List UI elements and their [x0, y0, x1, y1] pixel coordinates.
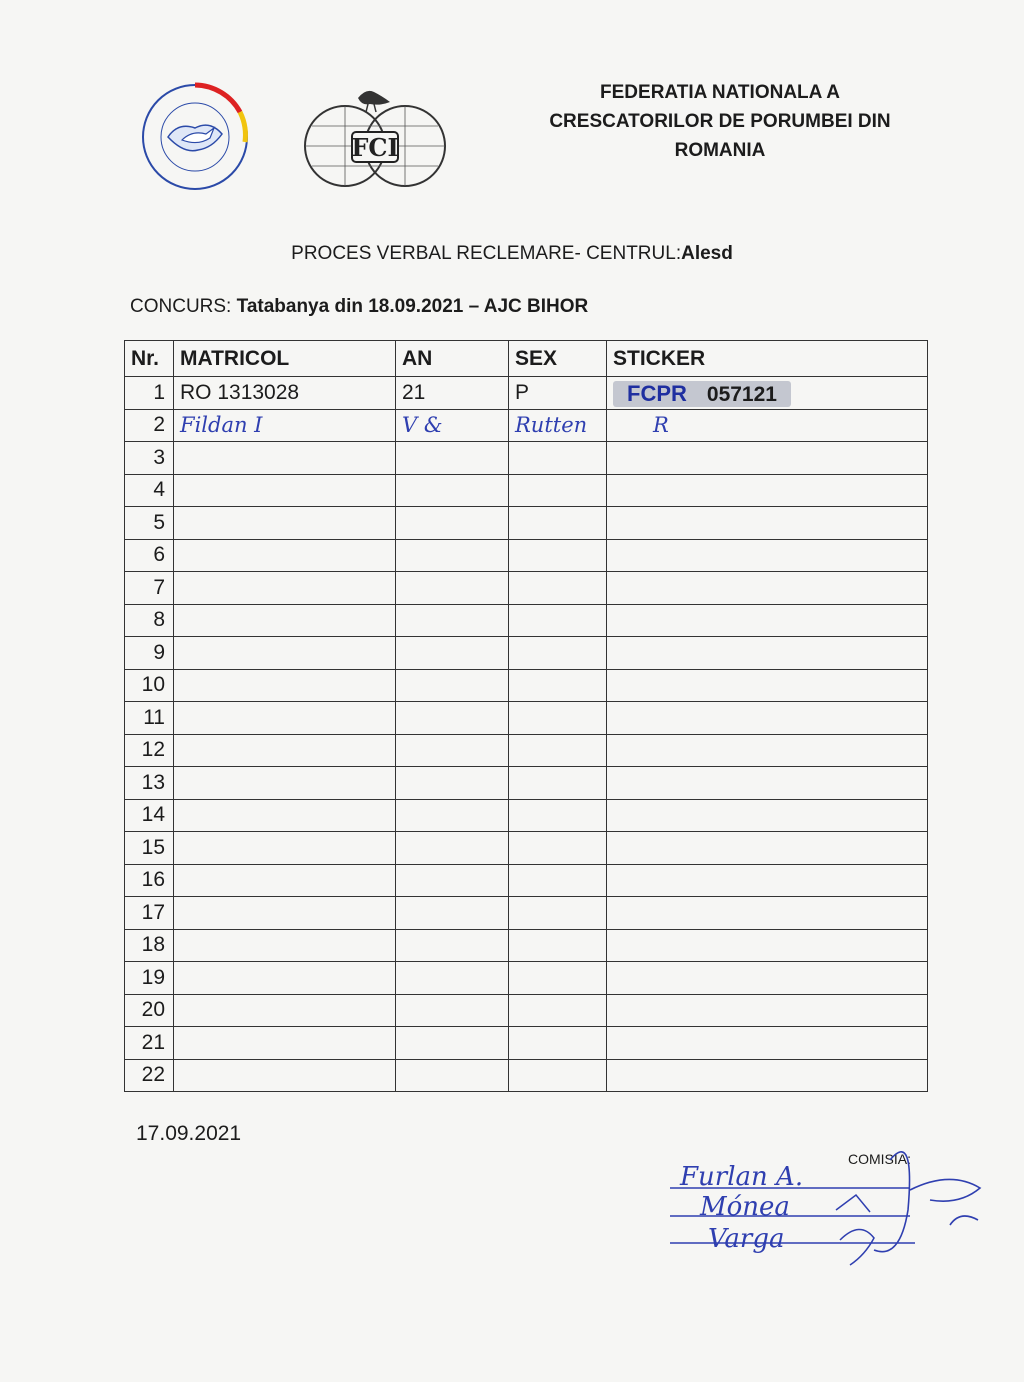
title-prefix: PROCES VERBAL RECLEMARE- CENTRUL:	[291, 243, 682, 264]
row-number: 5	[125, 507, 174, 540]
concurs-line	[130, 296, 588, 318]
sex-cell	[509, 1059, 607, 1092]
an-cell	[396, 474, 509, 507]
sex-cell	[509, 1027, 607, 1060]
sex-cell	[509, 507, 607, 540]
matricol-cell	[174, 864, 396, 897]
an-cell	[396, 1059, 509, 1092]
sticker-prefix: FCPR	[627, 380, 687, 406]
sticker-cell	[607, 929, 928, 962]
sticker-cell	[607, 637, 928, 670]
sticker-cell	[607, 604, 928, 637]
sticker-cell	[607, 474, 928, 507]
an-cell: 21	[396, 377, 509, 410]
table-row	[125, 409, 928, 442]
header-sticker: STICKER	[607, 341, 928, 377]
row-number: 12	[125, 734, 174, 767]
table-row	[125, 734, 928, 767]
document-date: 17.09.2021	[136, 1122, 242, 1145]
table-row	[125, 507, 928, 540]
table-row	[125, 442, 928, 475]
handwritten-sex: Rutten	[509, 409, 607, 442]
comisia-label: COMISIA:	[848, 1151, 912, 1167]
table-row	[125, 669, 928, 702]
sex-cell	[509, 929, 607, 962]
sticker-cell	[607, 1027, 928, 1060]
signature-name: Mónea	[700, 1192, 790, 1222]
sex-cell	[509, 604, 607, 637]
header-an: AN	[396, 341, 509, 377]
commission-signatures	[660, 1150, 1000, 1280]
table-row	[125, 702, 928, 735]
row-number: 15	[125, 832, 174, 865]
table-row	[125, 572, 928, 605]
handwritten-matricol: Fildan I	[174, 409, 396, 442]
pigeon-register-table	[124, 340, 928, 1092]
matricol-cell	[174, 507, 396, 540]
table-row	[125, 799, 928, 832]
row-number: 10	[125, 669, 174, 702]
an-cell	[396, 669, 509, 702]
table-row	[125, 767, 928, 800]
an-cell	[396, 799, 509, 832]
row-number: 1	[125, 377, 174, 410]
an-cell	[396, 702, 509, 735]
sex-cell	[509, 962, 607, 995]
sex-cell	[509, 832, 607, 865]
sticker-cell	[607, 702, 928, 735]
sticker-cell	[607, 669, 928, 702]
federation-line-2: CRESCATORILOR DE PORUMBEI DIN	[549, 111, 891, 132]
matricol-cell	[174, 832, 396, 865]
row-number: 20	[125, 994, 174, 1027]
table-row	[125, 539, 928, 572]
matricol-cell	[174, 1027, 396, 1060]
sticker-cell	[607, 864, 928, 897]
sex-cell	[509, 864, 607, 897]
matricol-cell	[174, 604, 396, 637]
matricol-cell	[174, 637, 396, 670]
sex-cell	[509, 637, 607, 670]
an-cell	[396, 1027, 509, 1060]
sex-cell: P	[509, 377, 607, 410]
table-row	[125, 897, 928, 930]
table-row	[125, 864, 928, 897]
an-cell	[396, 637, 509, 670]
row-number: 17	[125, 897, 174, 930]
sex-cell	[509, 994, 607, 1027]
sex-cell	[509, 669, 607, 702]
an-cell	[396, 734, 509, 767]
matricol-cell	[174, 702, 396, 735]
signature-name: Furlan A.	[680, 1162, 804, 1192]
signature-scribbles	[660, 1150, 1000, 1280]
an-cell	[396, 767, 509, 800]
an-cell	[396, 507, 509, 540]
federation-title	[530, 78, 910, 165]
table-row	[125, 962, 928, 995]
table-row	[125, 994, 928, 1027]
centre-name: Alesd	[681, 243, 733, 264]
matricol-cell	[174, 994, 396, 1027]
an-cell	[396, 442, 509, 475]
federation-logo	[140, 82, 250, 192]
signature-name: Varga	[708, 1224, 785, 1254]
sticker-cell	[607, 832, 928, 865]
row-number: 16	[125, 864, 174, 897]
sex-cell	[509, 734, 607, 767]
sex-cell	[509, 442, 607, 475]
row-number: 4	[125, 474, 174, 507]
fci-logo	[300, 84, 450, 194]
matricol-cell	[174, 734, 396, 767]
row-number: 2	[125, 409, 174, 442]
matricol-cell	[174, 929, 396, 962]
table-row	[125, 604, 928, 637]
an-cell	[396, 897, 509, 930]
matricol-cell	[174, 767, 396, 800]
sticker-cell	[607, 1059, 928, 1092]
concurs-value: Tatabanya din 18.09.2021 – AJC BIHOR	[236, 296, 589, 317]
an-cell	[396, 962, 509, 995]
row-number: 3	[125, 442, 174, 475]
row-number: 8	[125, 604, 174, 637]
header-nr: Nr.	[125, 341, 174, 377]
fci-logo-text: FCI	[351, 133, 399, 162]
matricol-cell	[174, 962, 396, 995]
document-title	[0, 243, 1024, 265]
sex-cell	[509, 572, 607, 605]
matricol-cell	[174, 1059, 396, 1092]
sex-cell	[509, 474, 607, 507]
row-number: 22	[125, 1059, 174, 1092]
an-cell	[396, 864, 509, 897]
matricol-cell	[174, 572, 396, 605]
row-number: 9	[125, 637, 174, 670]
sticker-cell	[607, 442, 928, 475]
sex-cell	[509, 799, 607, 832]
table-row	[125, 1027, 928, 1060]
an-cell	[396, 539, 509, 572]
sticker-cell	[607, 994, 928, 1027]
sex-cell	[509, 897, 607, 930]
an-cell	[396, 604, 509, 637]
federation-line-3: ROMANIA	[674, 140, 766, 161]
matricol-cell	[174, 669, 396, 702]
sticker-cell	[607, 734, 928, 767]
table-row	[125, 929, 928, 962]
sex-cell	[509, 539, 607, 572]
sex-cell	[509, 702, 607, 735]
sticker-cell	[607, 572, 928, 605]
row-number: 19	[125, 962, 174, 995]
header-matricol: MATRICOL	[174, 341, 396, 377]
sticker-cell	[607, 962, 928, 995]
sticker-number: 057121	[706, 382, 777, 406]
an-cell	[396, 832, 509, 865]
row-number: 11	[125, 702, 174, 735]
row-number: 18	[125, 929, 174, 962]
handwritten-an: V &	[396, 409, 509, 442]
an-cell	[396, 994, 509, 1027]
sex-cell	[509, 767, 607, 800]
sticker-label	[613, 381, 791, 407]
table-row	[125, 377, 928, 410]
matricol-cell	[174, 442, 396, 475]
matricol-cell	[174, 897, 396, 930]
row-number: 21	[125, 1027, 174, 1060]
sticker-cell	[607, 767, 928, 800]
sticker-cell	[607, 897, 928, 930]
sticker-cell	[607, 377, 928, 410]
row-number: 13	[125, 767, 174, 800]
an-cell	[396, 929, 509, 962]
concurs-label: CONCURS:	[130, 296, 237, 317]
table-header-row	[125, 341, 928, 377]
matricol-cell	[174, 474, 396, 507]
header-sex: SEX	[509, 341, 607, 377]
table-row	[125, 637, 928, 670]
row-number: 14	[125, 799, 174, 832]
an-cell	[396, 572, 509, 605]
table-row	[125, 474, 928, 507]
row-number: 7	[125, 572, 174, 605]
federation-line-1: FEDERATIA NATIONALA A	[600, 82, 840, 103]
matricol-cell: RO 1313028	[174, 377, 396, 410]
matricol-cell	[174, 799, 396, 832]
sticker-cell	[607, 539, 928, 572]
table-row	[125, 1059, 928, 1092]
table-row	[125, 832, 928, 865]
matricol-cell	[174, 539, 396, 572]
row-number: 6	[125, 539, 174, 572]
sticker-cell	[607, 507, 928, 540]
sticker-cell	[607, 799, 928, 832]
handwritten-sticker: R	[607, 409, 928, 442]
